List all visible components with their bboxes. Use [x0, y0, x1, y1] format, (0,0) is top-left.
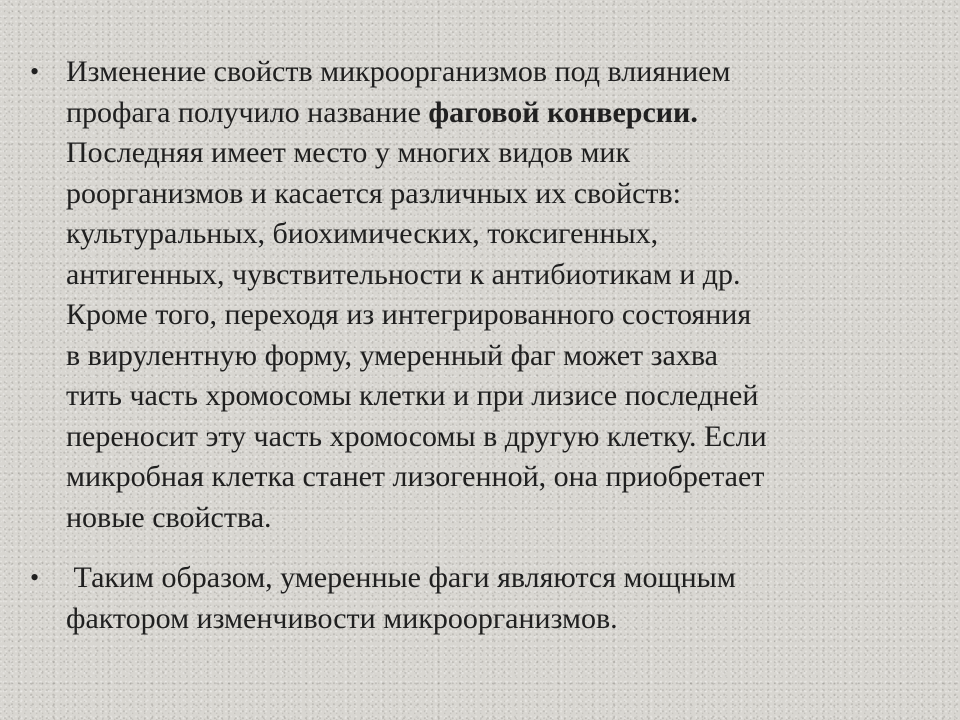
text-line: тить часть хромосомы клетки и при лизисе последней — [66, 379, 759, 412]
text-line: Таким образом, умеренные фаги являются мощным — [66, 561, 736, 594]
text-line: новые свойства. — [66, 500, 272, 534]
text-line: Изменение свойств микроорганизмов под влиянием — [66, 55, 731, 88]
text-line: переносит эту часть хромосомы в другую клетку. Если — [66, 419, 767, 453]
text-line: Последняя имеет место у многих видов мик — [66, 136, 631, 169]
bullet-item — [28, 52, 938, 538]
bold-term: фаговой конверсии. — [428, 95, 698, 129]
text-line — [66, 93, 938, 134]
text-line: роорганизмов и касается различных их свойств: — [66, 176, 681, 210]
text-line: культуральных, биохимических, токсигенных, — [66, 217, 659, 250]
bullet-dot-icon: • — [30, 563, 40, 592]
text-line: фактором изменчивости микроорганизмов. — [66, 601, 618, 635]
bullet-list — [28, 52, 938, 639]
text-line: в вирулентную форму, умеренный фаг может захва — [66, 338, 718, 372]
text-line: микробная клетка станет лизогенной, она приобретает — [66, 460, 765, 493]
bullet-item — [28, 558, 938, 639]
text-segment: профага получило название — [66, 95, 429, 129]
text-line: антигенных, чувствительности к антибиотикам и др. — [66, 257, 741, 291]
text-line: Кроме того, переходя из интегрированного состояния — [66, 298, 752, 331]
bullet-dot-icon: • — [30, 57, 40, 86]
